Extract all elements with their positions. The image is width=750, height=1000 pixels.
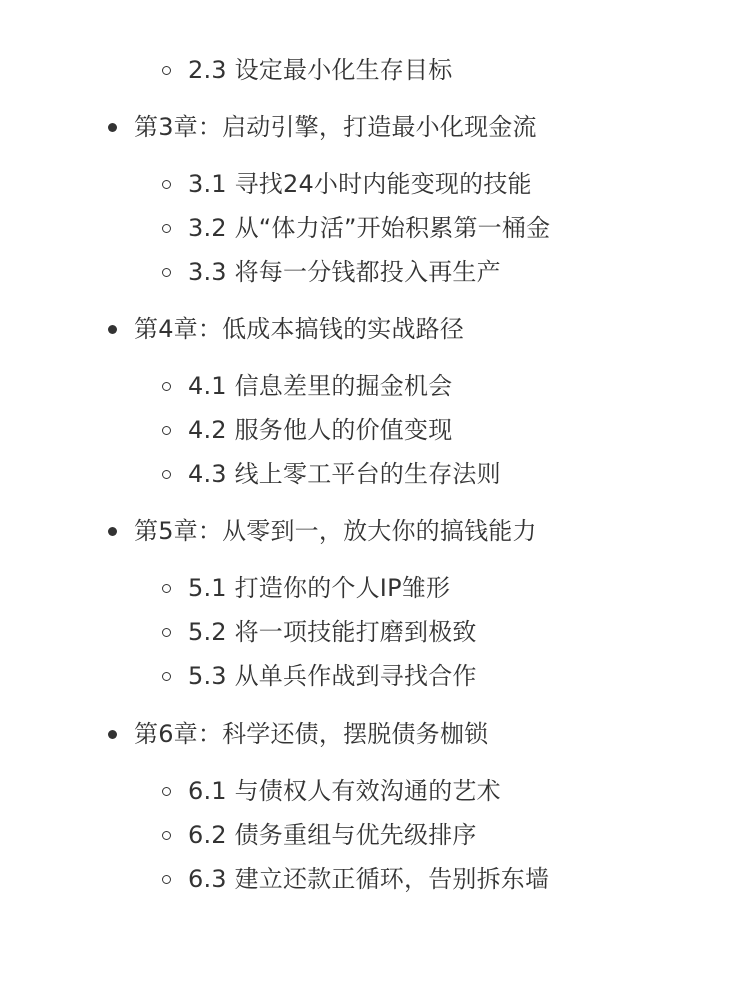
section-title: 6.3 建立还款正循环，告别拆东墙 bbox=[188, 865, 550, 893]
section-title: 5.3 从单兵作战到寻找合作 bbox=[188, 662, 477, 690]
circle-bullet-icon bbox=[162, 180, 171, 189]
list-item-section bbox=[162, 366, 452, 406]
list-item-section bbox=[162, 568, 450, 608]
circle-bullet-icon bbox=[162, 426, 171, 435]
circle-bullet-icon bbox=[162, 224, 171, 233]
circle-bullet-icon bbox=[162, 831, 171, 840]
disc-bullet-icon bbox=[108, 527, 117, 536]
section-title: 3.2 从“体力活”开始积累第一桶金 bbox=[188, 214, 551, 242]
section-title: 3.1 寻找24小时内能变现的技能 bbox=[188, 170, 532, 198]
section-title: 4.1 信息差里的掘金机会 bbox=[188, 372, 453, 400]
disc-bullet-icon bbox=[108, 123, 117, 132]
list-item-chapter bbox=[108, 309, 464, 349]
list-item-chapter bbox=[108, 714, 488, 754]
list-item-section bbox=[162, 454, 501, 494]
circle-bullet-icon bbox=[162, 875, 171, 884]
section-title: 6.2 债务重组与优先级排序 bbox=[188, 821, 477, 849]
circle-bullet-icon bbox=[162, 268, 171, 277]
chapter-title: 第4章：低成本搞钱的实战路径 bbox=[134, 315, 465, 343]
circle-bullet-icon bbox=[162, 382, 171, 391]
disc-bullet-icon bbox=[108, 730, 117, 739]
circle-bullet-icon bbox=[162, 66, 171, 75]
section-title: 5.1 打造你的个人IP雏形 bbox=[188, 574, 451, 602]
list-item-section bbox=[162, 410, 452, 450]
chapter-title: 第5章：从零到一，放大你的搞钱能力 bbox=[134, 517, 537, 545]
circle-bullet-icon bbox=[162, 672, 171, 681]
circle-bullet-icon bbox=[162, 787, 171, 796]
list-item-section bbox=[162, 50, 452, 90]
circle-bullet-icon bbox=[162, 584, 171, 593]
list-item-section bbox=[162, 252, 501, 292]
section-title: 4.3 线上零工平台的生存法则 bbox=[188, 460, 501, 488]
list-item-chapter bbox=[108, 107, 537, 147]
list-item-section bbox=[162, 815, 477, 855]
section-title: 5.2 将一项技能打磨到极致 bbox=[188, 618, 477, 646]
list-item-section bbox=[162, 612, 477, 652]
chapter-title: 第3章：启动引擎，打造最小化现金流 bbox=[134, 113, 537, 141]
circle-bullet-icon bbox=[162, 470, 171, 479]
list-item-section bbox=[162, 208, 550, 248]
section-title: 2.3 设定最小化生存目标 bbox=[188, 56, 453, 84]
disc-bullet-icon bbox=[108, 325, 117, 334]
list-item-section bbox=[162, 859, 549, 899]
list-item-section bbox=[162, 164, 532, 204]
list-item-section bbox=[162, 656, 477, 696]
list-item-section bbox=[162, 771, 501, 811]
section-title: 6.1 与债权人有效沟通的艺术 bbox=[188, 777, 501, 805]
section-title: 3.3 将每一分钱都投入再生产 bbox=[188, 258, 501, 286]
circle-bullet-icon bbox=[162, 628, 171, 637]
chapter-title: 第6章：科学还债，摆脱债务枷锁 bbox=[134, 720, 489, 748]
list-item-chapter bbox=[108, 511, 537, 551]
section-title: 4.2 服务他人的价值变现 bbox=[188, 416, 453, 444]
